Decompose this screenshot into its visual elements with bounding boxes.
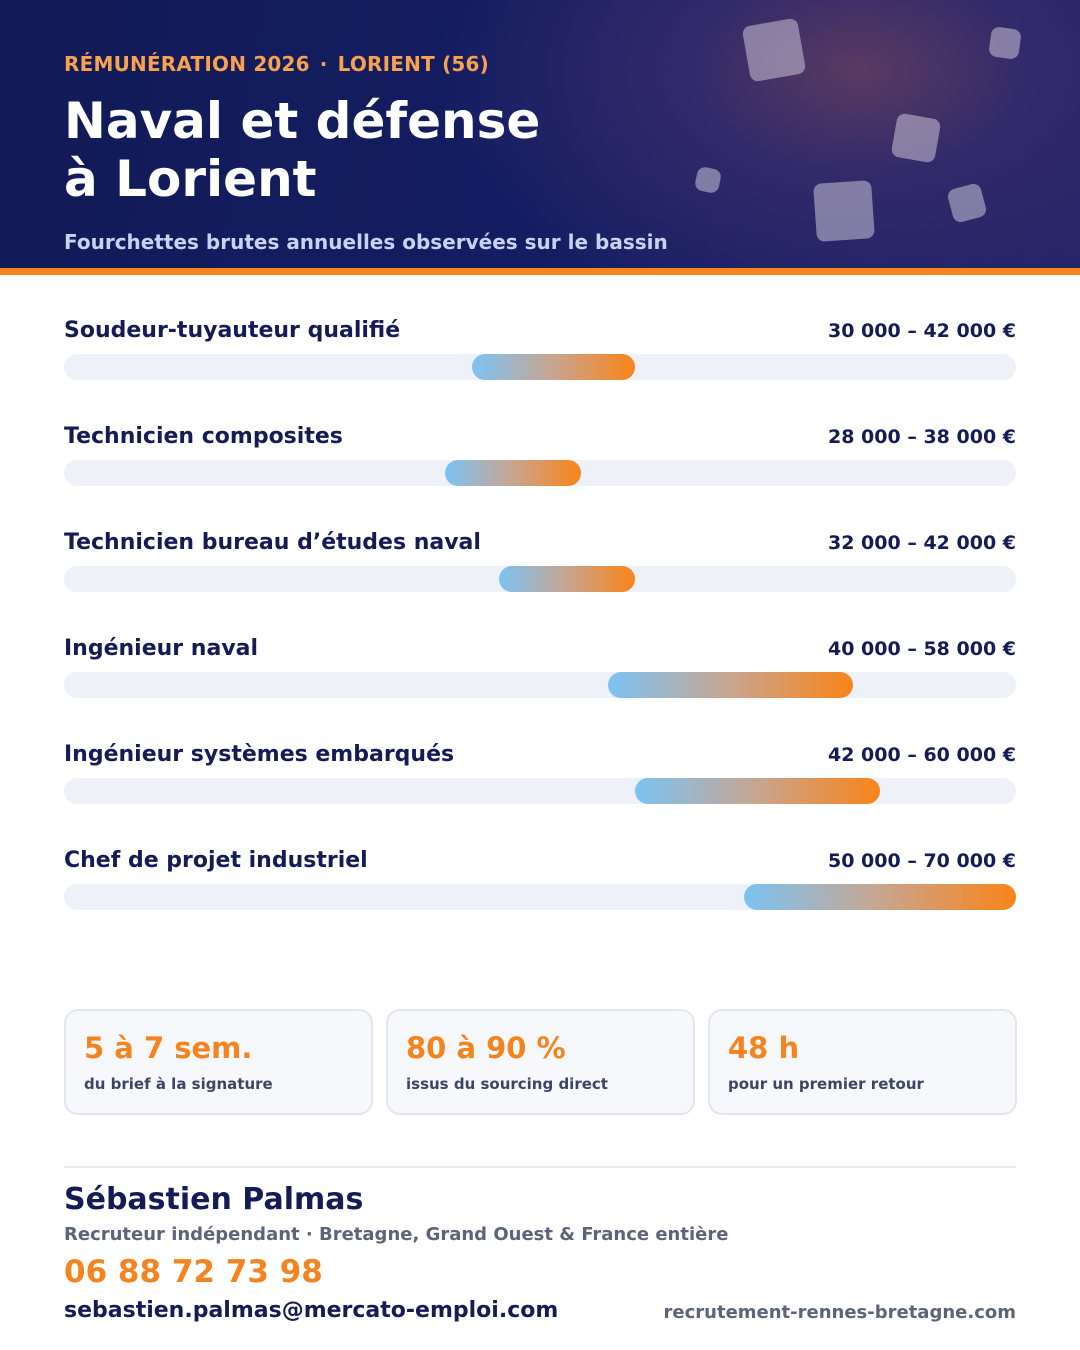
salary-row <box>64 636 1016 716</box>
kicker-separator: · <box>319 52 328 76</box>
header-accent-bar <box>0 268 1080 275</box>
contact-name: Sébastien Palmas <box>64 1182 364 1217</box>
salary-range-label: 30 000 – 42 000 € <box>828 320 1016 342</box>
decorative-square <box>946 182 988 224</box>
header-banner <box>0 0 1080 268</box>
stats-cards <box>64 1009 1016 1115</box>
range-bar <box>472 354 635 380</box>
stat-value: 48 h <box>728 1031 800 1065</box>
salary-range-label: 40 000 – 58 000 € <box>828 638 1016 660</box>
job-title-label: Technicien bureau d’études naval <box>64 530 481 555</box>
contact-role: Recruteur indépendant · Bretagne, Grand Ouest & France entière <box>64 1224 729 1245</box>
salary-row <box>64 742 1016 822</box>
salary-row <box>64 318 1016 398</box>
job-title-label: Technicien composites <box>64 424 343 449</box>
range-track <box>64 778 1016 804</box>
title-line-2: à Lorient <box>64 150 317 208</box>
range-track <box>64 460 1016 486</box>
contact-email-link[interactable]: sebastien.palmas@mercato-emploi.com <box>64 1298 559 1323</box>
salary-row <box>64 848 1016 928</box>
salary-range-label: 32 000 – 42 000 € <box>828 532 1016 554</box>
range-track <box>64 672 1016 698</box>
stat-label: issus du sourcing direct <box>406 1075 608 1093</box>
stat-card-delay <box>64 1009 373 1115</box>
page-subtitle: Fourchettes brutes annuelles observées sur le bassin <box>64 230 668 254</box>
salary-range-label: 50 000 – 70 000 € <box>828 850 1016 872</box>
page-title <box>64 92 540 208</box>
salary-range-label: 42 000 – 60 000 € <box>828 744 1016 766</box>
footer-divider <box>64 1166 1016 1168</box>
stat-card-sourcing <box>386 1009 695 1115</box>
contact-phone-link[interactable]: 06 88 72 73 98 <box>64 1254 323 1290</box>
stat-card-response <box>708 1009 1017 1115</box>
kicker-location: LORIENT (56) <box>337 52 490 76</box>
decorative-square <box>813 180 875 242</box>
range-bar <box>499 566 635 592</box>
job-title-label: Ingénieur systèmes embarqués <box>64 742 455 767</box>
range-bar <box>608 672 853 698</box>
decorative-square <box>742 18 807 83</box>
stat-label: pour un premier retour <box>728 1075 924 1093</box>
job-title-label: Soudeur-tuyauteur qualifié <box>64 318 401 343</box>
decorative-square <box>694 166 722 194</box>
salary-row <box>64 530 1016 610</box>
contact-website-link[interactable]: recrutement-rennes-bretagne.com <box>663 1302 1016 1323</box>
salary-range-label: 28 000 – 38 000 € <box>828 426 1016 448</box>
stat-label: du brief à la signature <box>84 1075 273 1093</box>
job-title-label: Ingénieur naval <box>64 636 259 661</box>
range-bar <box>445 460 581 486</box>
stat-value: 80 à 90 % <box>406 1031 566 1065</box>
range-bar <box>744 884 1016 910</box>
decorative-square <box>891 113 942 164</box>
stat-value: 5 à 7 sem. <box>84 1031 253 1065</box>
range-track <box>64 884 1016 910</box>
salary-row <box>64 424 1016 504</box>
range-track <box>64 354 1016 380</box>
range-track <box>64 566 1016 592</box>
kicker-topic: RÉMUNÉRATION 2026 <box>64 52 310 76</box>
title-line-1: Naval et défense <box>64 92 541 150</box>
decorative-square <box>988 26 1022 60</box>
range-bar <box>635 778 880 804</box>
job-title-label: Chef de projet industriel <box>64 848 368 873</box>
kicker <box>64 52 489 76</box>
